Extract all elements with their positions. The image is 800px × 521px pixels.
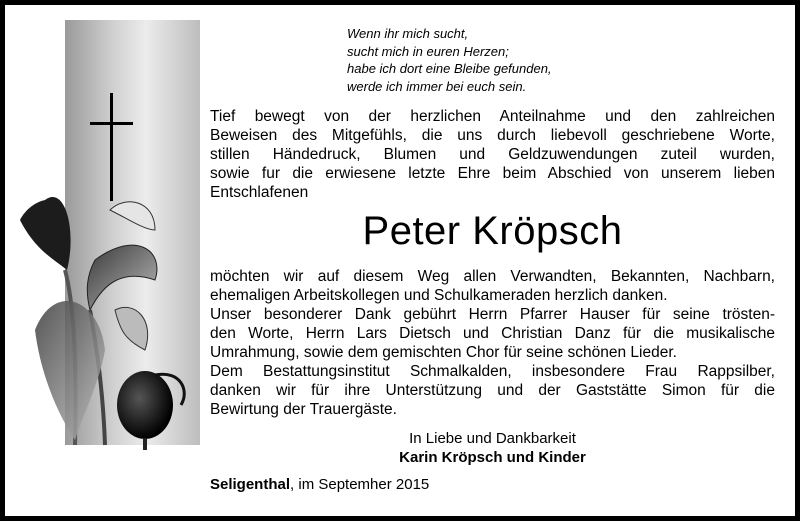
closing-phrase: In Liebe und Dankbarkeit: [409, 430, 576, 447]
place-date: [210, 475, 429, 494]
intro-line: Beweisen des Mitgefühls, die uns durch liebevoll geschriebene Worte,: [210, 127, 775, 144]
thanks-line: Dem Bestattungsinstitut Schmalkalden, insbesondere Frau Rappsilber,: [210, 363, 775, 380]
thanks-line: den Worte, Herrn Lars Dietsch und Christian Danz für die musikalische: [210, 325, 775, 342]
poem-line: sucht mich in euren Herzen;: [347, 43, 509, 59]
intro-line: stillen Händedruck, Blumen und Geldzuwendungen zuteil wurden,: [210, 146, 775, 163]
thanks-line: Unser besonderer Dank gebührt Herrn Pfarrer Hauser für seine trösten-: [210, 306, 775, 323]
thanks-line: Bewirtung der Trauergäste.: [210, 401, 397, 418]
thanks-line: danken wir für ihre Unterstützung und der Gaststätte Simon für die: [210, 382, 775, 399]
thanks-paragraph: [210, 267, 775, 419]
thanks-line: ehemaligen Arbeitskollegen und Schulkameraden herzlich danken.: [210, 287, 668, 304]
intro-line: sowie fur die erwiesene letzte Ehre beim Abschied von unserem lieben: [210, 165, 775, 182]
place: Seligenthal: [210, 476, 291, 493]
cross-icon: [110, 93, 113, 201]
poem-line: Wenn ihr mich sucht,: [347, 26, 469, 41]
signers: Karin Kröpsch und Kinder: [399, 449, 586, 466]
obituary-card: [5, 5, 795, 516]
deceased-name: Peter Kröpsch: [362, 209, 623, 253]
intro-paragraph: [210, 107, 775, 202]
intro-line: Tief bewegt von der herzlichen Anteilnahme und den zahlreichen: [210, 108, 775, 125]
date: , im Septemher 2015: [290, 476, 430, 493]
poem-line: habe ich dort eine Bleibe gefunden,: [347, 61, 552, 76]
poem: [347, 25, 552, 95]
thanks-line: möchten wir auf diesem Weg allen Verwandten, Bekannten, Nachbarn,: [210, 268, 775, 285]
closing-block: [210, 429, 775, 467]
poem-line: werde ich immer bei euch sein.: [347, 78, 527, 94]
thanks-line: Umrahmung, sowie dem gemischten Chor für seine schönen Lieder.: [210, 344, 677, 361]
cross-icon-bar: [90, 122, 133, 125]
intro-line: Entschlafenen: [210, 184, 309, 201]
calla-lily-illustration: [5, 190, 215, 450]
